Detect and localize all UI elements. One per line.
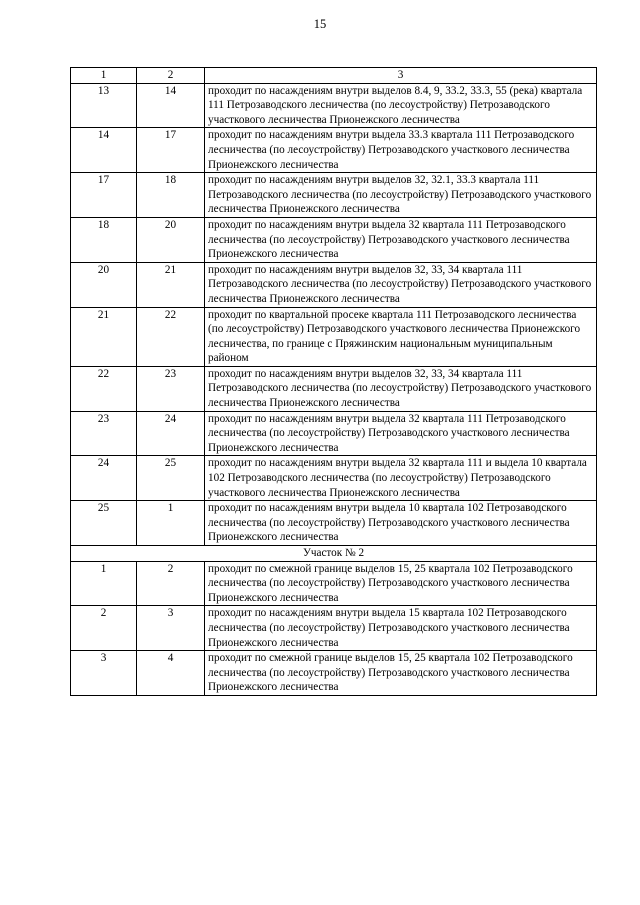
point-from: 24 [71,456,137,501]
point-from: 3 [71,651,137,696]
point-to: 22 [137,307,205,366]
point-from: 13 [71,83,137,128]
table-row [71,456,597,501]
point-from: 20 [71,262,137,307]
point-from: 18 [71,217,137,262]
point-to: 2 [137,561,205,606]
point-to: 24 [137,411,205,456]
table-row [71,366,597,411]
boundary-description: проходит по насаждениям внутри выделов 32, 33, 34 квартала 111 Петрозаводского лесничества (по лесоустройству) Петрозаводского участкового лесничества Прионежского лесничества [205,366,597,411]
point-from: 14 [71,128,137,173]
table-row [71,606,597,651]
point-to: 14 [137,83,205,128]
boundary-description: проходит по смежной границе выделов 15, 25 квартала 102 Петрозаводского лесничества (по лесоустройству) Петрозаводского участкового лесничества Прионежского лесничества [205,561,597,606]
table-row [71,262,597,307]
point-to: 18 [137,173,205,218]
boundary-description: проходит по насаждениям внутри выдела 33.3 квартала 111 Петрозаводского лесничества (по лесоустройству) Петрозаводского участкового лесничества Прионежского лесничества [205,128,597,173]
point-from: 2 [71,606,137,651]
point-from: 1 [71,561,137,606]
boundary-description: проходит по насаждениям внутри выделов 32, 32.1, 33.3 квартала 111 Петрозаводского лесничества (по лесоустройству) Петрозаводского участкового лесничества Прионежского лесничества [205,173,597,218]
point-to: 20 [137,217,205,262]
boundary-description: проходит по насаждениям внутри выдела 32 квартала 111 Петрозаводского лесничества (по лесоустройству) Петрозаводского участкового лесничества Прионежского лесничества [205,411,597,456]
point-from: 22 [71,366,137,411]
table-row [71,651,597,696]
boundary-description: проходит по насаждениям внутри выдела 10 квартала 102 Петрозаводского лесничества (по лесоустройству) Петрозаводского участкового лесничества Прионежского лесничества [205,501,597,546]
table-row [71,561,597,606]
section-title: Участок № 2 [71,546,597,562]
table-header-row [71,68,597,84]
boundary-description: проходит по насаждениям внутри выдела 32 квартала 111 и выдела 10 квартала 102 Петрозаводского лесничества (по лесоустройству) Петрозаводского участкового лесничества Прионежского лесничества [205,456,597,501]
header-col-2: 2 [137,68,205,84]
section-row [71,546,597,562]
table-row [71,217,597,262]
boundary-description: проходит по насаждениям внутри выдела 15 квартала 102 Петрозаводского лесничества (по лесоустройству) Петрозаводского участкового лесничества Прионежского лесничества [205,606,597,651]
point-to: 3 [137,606,205,651]
boundary-description: проходит по смежной границе выделов 15, 25 квартала 102 Петрозаводского лесничества (по лесоустройству) Петрозаводского участкового лесничества Прионежского лесничества [205,651,597,696]
boundary-description: проходит по насаждениям внутри выделов 32, 33, 34 квартала 111 Петрозаводского лесничества (по лесоустройству) Петрозаводского участкового лесничества Прионежского лесничества [205,262,597,307]
point-from: 17 [71,173,137,218]
header-col-1: 1 [71,68,137,84]
header-col-3: 3 [205,68,597,84]
point-to: 21 [137,262,205,307]
point-from: 21 [71,307,137,366]
point-to: 23 [137,366,205,411]
point-from: 23 [71,411,137,456]
table-row [71,307,597,366]
point-to: 25 [137,456,205,501]
table-row [71,501,597,546]
table-row [71,128,597,173]
table-row [71,173,597,218]
point-from: 25 [71,501,137,546]
boundary-description: проходит по насаждениям внутри выдела 32 квартала 111 Петрозаводского лесничества (по лесоустройству) Петрозаводского участкового лесничества Прионежского лесничества [205,217,597,262]
point-to: 17 [137,128,205,173]
boundary-table [70,67,597,696]
boundary-description: проходит по квартальной просеке квартала 111 Петрозаводского лесничества (по лесоустройству) Петрозаводского участкового лесничества Прионежского лесничества, по границе с Пряжинским национальным муниципальным районом [205,307,597,366]
point-to: 1 [137,501,205,546]
table-row [71,411,597,456]
table-row [71,83,597,128]
point-to: 4 [137,651,205,696]
page-number: 15 [313,17,327,31]
boundary-description: проходит по насаждениям внутри выделов 8.4, 9, 33.2, 33.3, 55 (река) квартала 111 Петрозаводского лесничества (по лесоустройству) Петрозаводского участкового лесничества Прионежского лесничества [205,83,597,128]
